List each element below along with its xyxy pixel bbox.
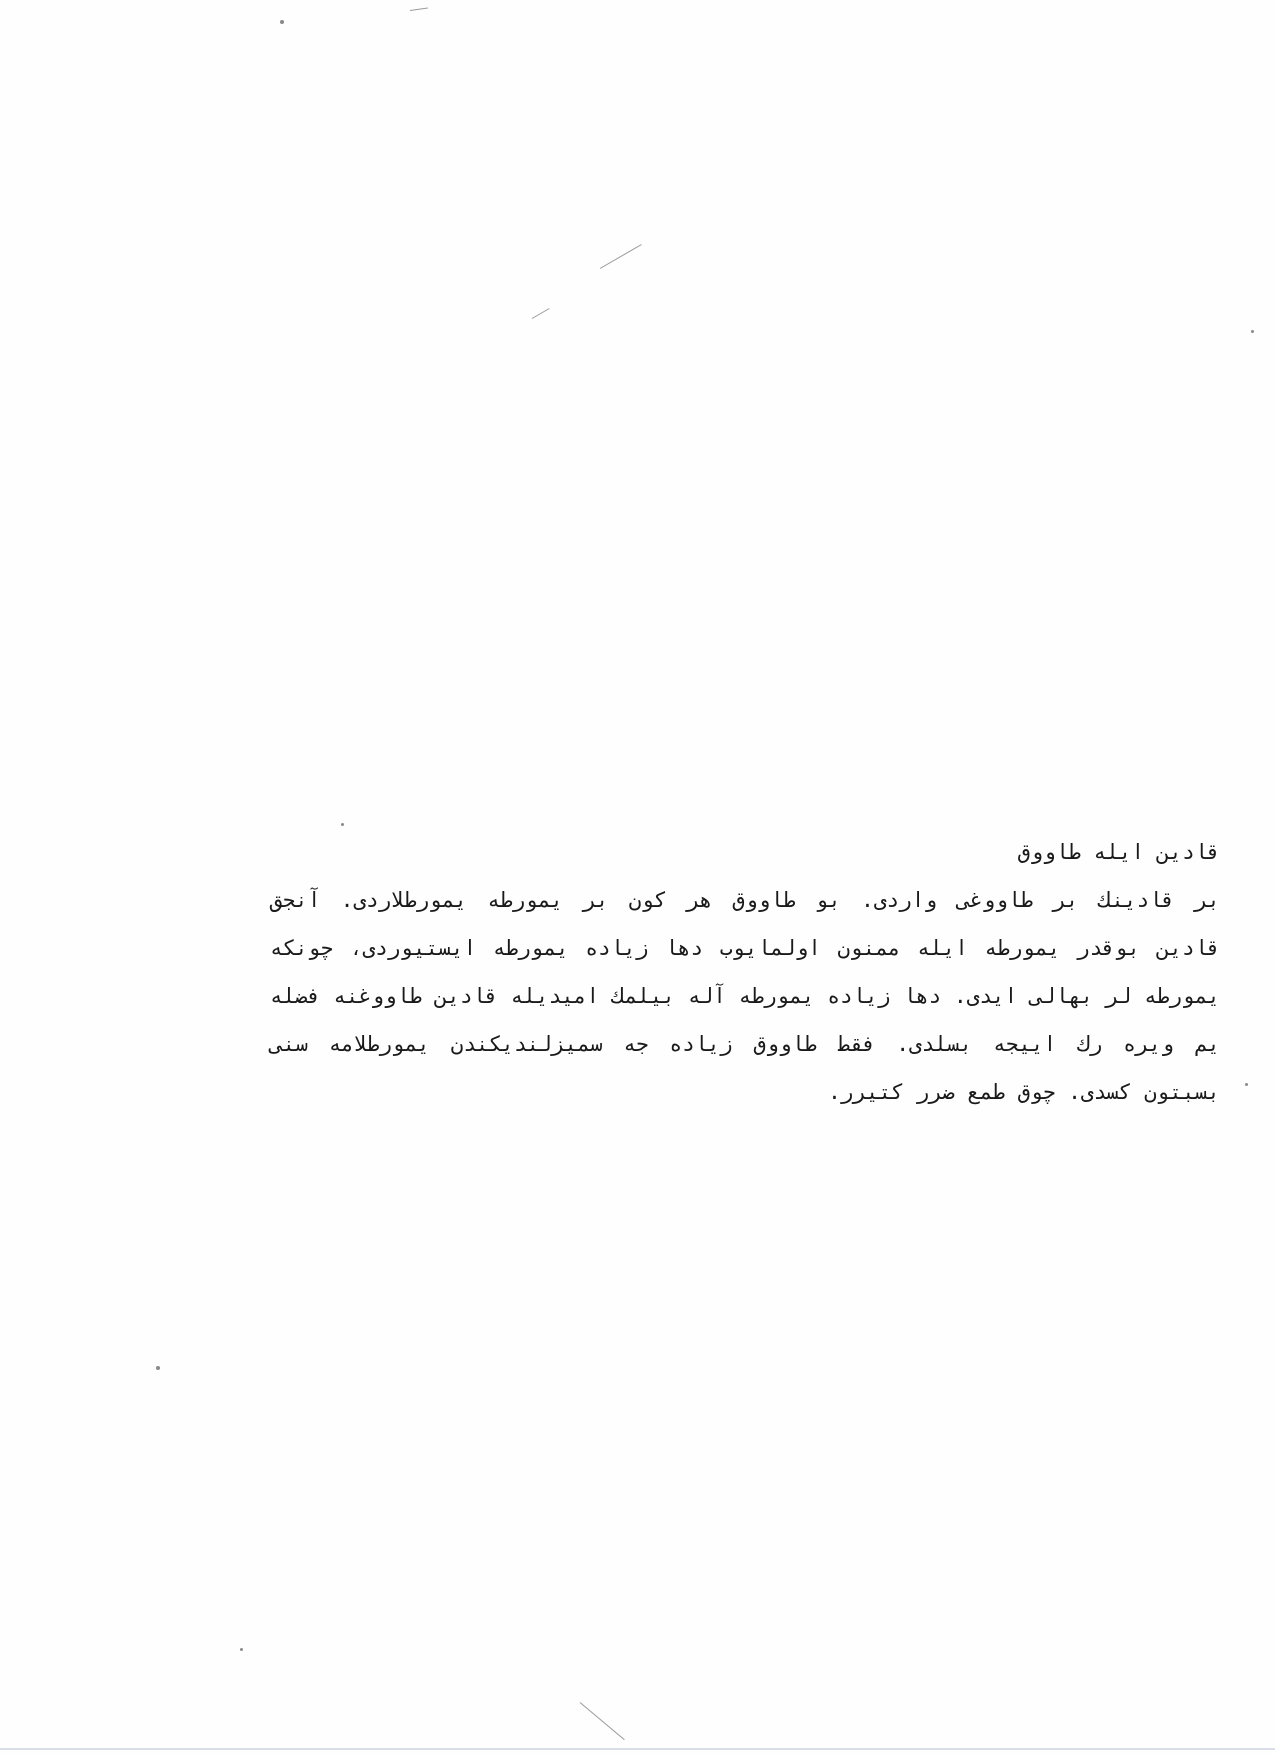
scan-speck bbox=[280, 20, 284, 24]
text-line: يمورطه لر بهالى ايدى. دها زياده يمورطه آله بيلمك اميديله قادين طاووغنه فضله bbox=[270, 984, 1220, 1008]
scan-mark bbox=[410, 7, 428, 10]
text-line: قادين بوقدر يمورطه ايله ممنون اولمايوب دها زياده يمورطه ايستيوردى، چونكه bbox=[270, 936, 1220, 960]
text-line: بر قادينك بر طاووغى واردى. بو طاووق هر كون بر يمورطه يمورطلاردى. آنجق bbox=[270, 888, 1220, 912]
scan-speck bbox=[1245, 1083, 1248, 1086]
scan-scratch bbox=[532, 308, 550, 319]
scan-speck bbox=[341, 823, 344, 826]
document-text bbox=[270, 828, 1220, 1116]
text-line: يم ويره رك اييجه بسلدى. فقط طاووق زياده جه سميزلنديكندن يمورطلامه سنى bbox=[270, 1032, 1220, 1056]
scan-speck bbox=[156, 1366, 160, 1370]
scan-speck bbox=[1251, 330, 1254, 333]
scan-edge bbox=[0, 1748, 1275, 1750]
scan-scratch bbox=[580, 1702, 625, 1740]
text-line: بسبتون كسدى. چوق طمع ضرر كتيرر. bbox=[828, 1080, 1220, 1104]
scan-speck bbox=[240, 1648, 243, 1651]
scan-scratch bbox=[600, 244, 642, 269]
document-title: قادين ايله طاووق bbox=[1017, 840, 1220, 864]
